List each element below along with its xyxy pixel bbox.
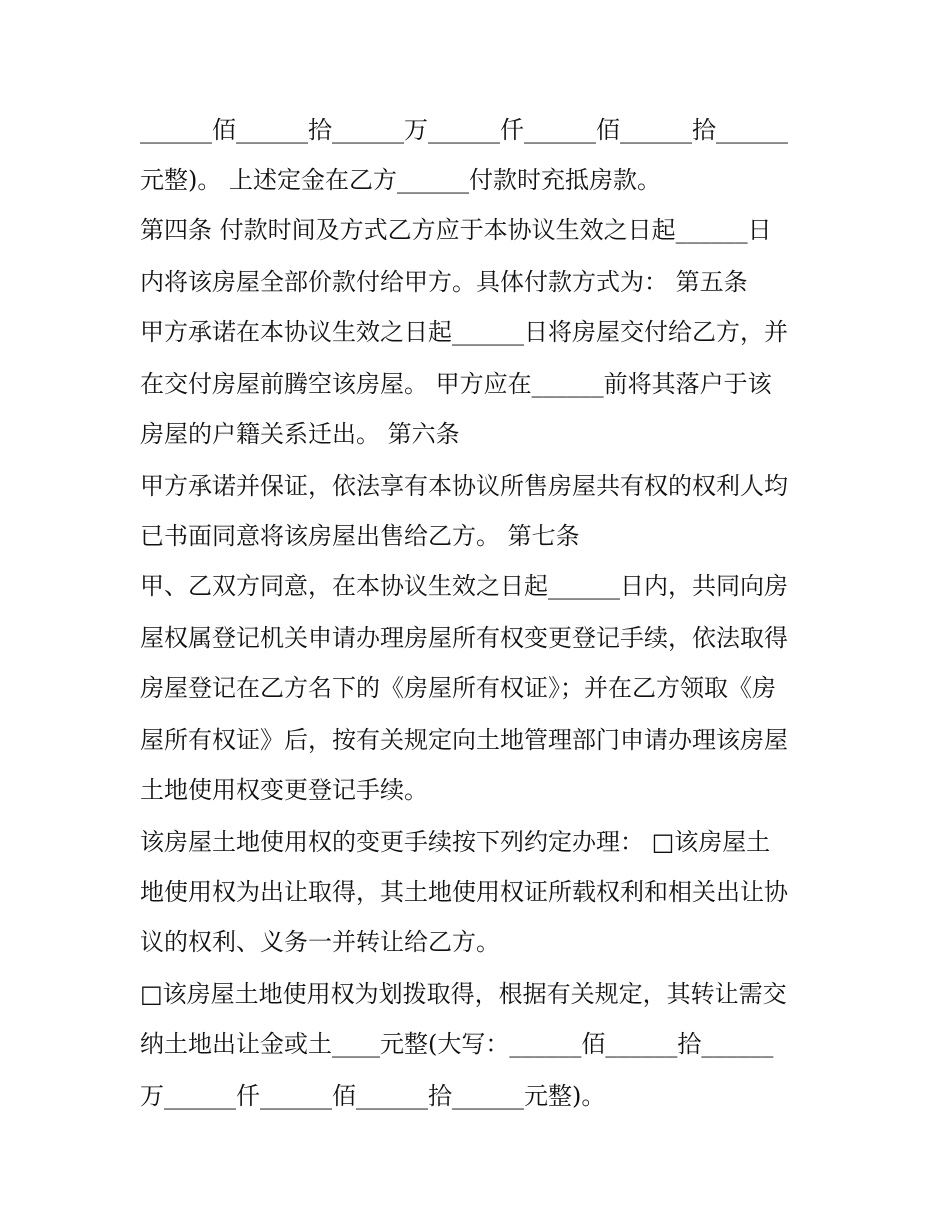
text-line-5: 甲方承诺在本协议生效之日起______日将房屋交付给乙方，并 — [140, 318, 788, 346]
text-line-4: 内将该房屋全部价款付给甲方。具体付款方式为： 第五条 — [140, 268, 748, 296]
text-line-14: 土地使用权变更登记手续。 — [140, 776, 428, 804]
text-line-12: 房屋登记在乙方名下的《房屋所有权证》；并在乙方领取《房 — [140, 674, 776, 702]
text-line-15: 该房屋土地使用权的变更手续按下列约定办理： □该房屋土 — [140, 828, 771, 856]
text-line-18: □该房屋土地使用权为划拨取得，根据有关规定，其转让需交 — [140, 980, 787, 1008]
text-line-1: ______佰______拾______万______仟______佰______拾______ — [140, 116, 788, 144]
text-line-7: 房屋的户籍关系迁出。 第六条 — [140, 420, 460, 448]
text-line-11: 屋权属登记机关申请办理房屋所有权变更登记手续，依法取得 — [140, 624, 788, 652]
text-line-20: 万______仟______佰______拾______元整)。 — [140, 1082, 606, 1110]
text-line-19: 纳土地出让金或土____元整(大写：______佰______拾______ — [140, 1030, 774, 1058]
text-line-17: 议的权利、义务一并转让给乙方。 — [140, 928, 500, 956]
text-line-10: 甲、乙双方同意，在本协议生效之日起______日内，共同向房 — [140, 572, 788, 600]
text-line-6: 在交付房屋前腾空该房屋。 甲方应在______前将其落户于该 — [140, 370, 772, 398]
text-line-8: 甲方承诺并保证，依法享有本协议所售房屋共有权的权利人均 — [140, 472, 788, 500]
text-line-13: 屋所有权证》后，按有关规定向土地管理部门申请办理该房屋 — [140, 726, 788, 754]
text-line-3: 第四条 付款时间及方式乙方应于本协议生效之日起______日 — [140, 216, 772, 244]
text-line-9: 已书面同意将该房屋出售给乙方。 第七条 — [140, 522, 580, 550]
text-line-16: 地使用权为出让取得，其土地使用权证所载权利和相关出让协 — [140, 878, 788, 906]
text-line-2: 元整)。 上述定金在乙方______付款时充抵房款。 — [140, 166, 661, 194]
